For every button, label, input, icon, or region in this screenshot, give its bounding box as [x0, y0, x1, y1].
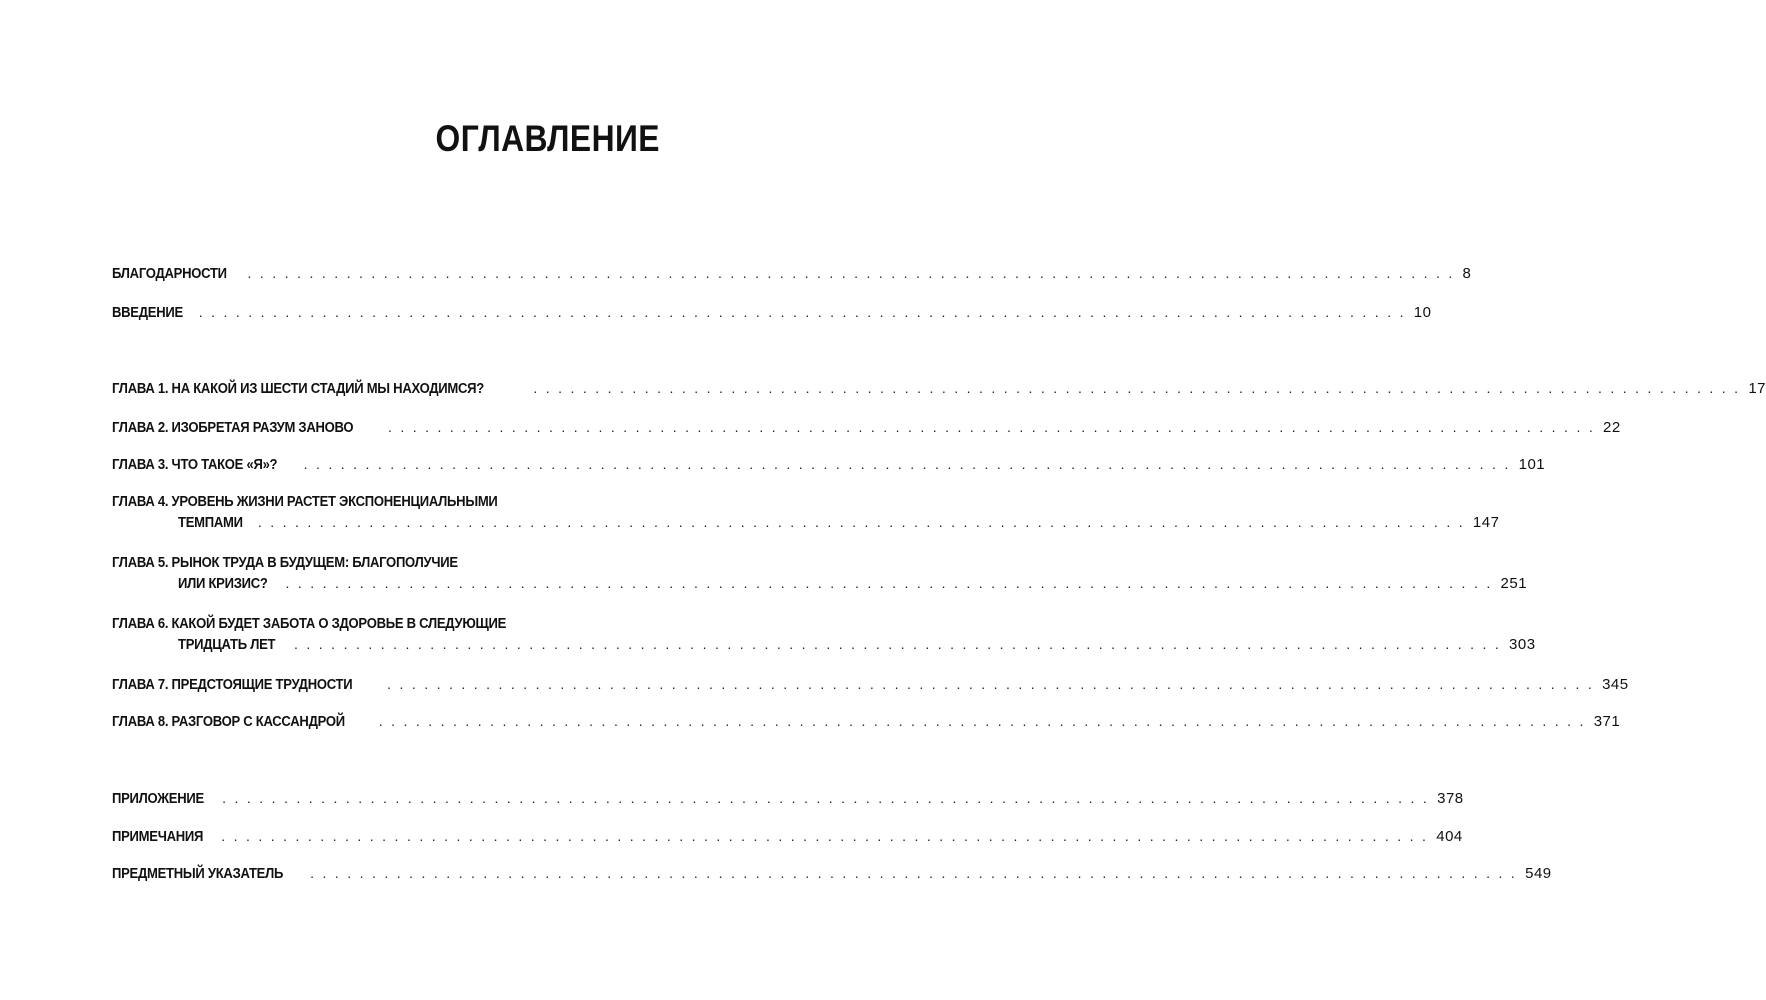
dot-leader: . . . . . . . . . . . . . . . . . . . . . . . . . . . . . . . . . . . . . . . . . . . . . . . . . . . . . . . . . . . . . . . . . . . . . . . . . . . . . . . . . . . . . . . . . . . . . . . . . .: [257, 514, 1465, 530]
toc-entry-label: ГЛАВА 7. ПРЕДСТОЯЩИЕ ТРУДНОСТИ: [112, 677, 353, 693]
dot-leader: . . . . . . . . . . . . . . . . . . . . . . . . . . . . . . . . . . . . . . . . . . . . . . . . . . . . . . . . . . . . . . . . . . . . . . . . . . . . . . . . . . . . . . . . . . . . . . . . . .: [378, 713, 1586, 729]
toc-entry-notes[interactable]: [112, 826, 1463, 846]
toc-entry-label: ГЛАВА 6. КАКОЙ БУДЕТ ЗАБОТА О ЗДОРОВЬЕ В СЛЕДУЮЩИЕ: [112, 616, 507, 632]
toc-entry-label-continued: ТЕМПАМИ: [178, 515, 243, 531]
toc-entry-chapter-7[interactable]: [112, 674, 1629, 694]
dot-leader: . . . . . . . . . . . . . . . . . . . . . . . . . . . . . . . . . . . . . . . . . . . . . . . . . . . . . . . . . . . . . . . . . . . . . . . . . . . . . . . . . . . . . . . . . . . . . . . . . .: [221, 828, 1429, 844]
toc-entry-chapter-8[interactable]: [112, 711, 1621, 731]
toc-entry-label: ГЛАВА 8. РАЗГОВОР С КАССАНДРОЙ: [112, 714, 345, 730]
dot-leader: . . . . . . . . . . . . . . . . . . . . . . . . . . . . . . . . . . . . . . . . . . . . . . . . . . . . . . . . . . . . . . . . . . . . . . . . . . . . . . . . . . . . . . . . . . . . . . . . . .: [222, 790, 1430, 806]
page-title: ОГЛАВЛЕНИЕ: [435, 118, 660, 159]
toc-page-number: 371: [1593, 713, 1621, 730]
toc-entry-chapter-3[interactable]: [112, 454, 1546, 474]
toc-page-number: 251: [1500, 575, 1528, 592]
toc-page-number: 17: [1748, 380, 1766, 397]
toc-entry-acknowledgements[interactable]: [112, 263, 1472, 283]
toc-page-number: 303: [1509, 636, 1536, 653]
toc-entry-label-continued: ТРИДЦАТЬ ЛЕТ: [178, 637, 276, 653]
toc-entry-label: ГЛАВА 4. УРОВЕНЬ ЖИЗНИ РАСТЕТ ЭКСПОНЕНЦИАЛЬНЫМИ: [112, 494, 498, 510]
toc-entry-label: БЛАГОДАРНОСТИ: [112, 266, 227, 282]
toc-page-number: 22: [1603, 419, 1621, 436]
toc-page-number: 345: [1602, 676, 1629, 693]
toc-entry-label: ВВЕДЕНИЕ: [112, 305, 183, 321]
toc-entry-chapter-2[interactable]: [112, 417, 1621, 437]
toc-entry-chapter-1[interactable]: [112, 378, 1766, 398]
toc-page-number: 8: [1462, 265, 1472, 282]
toc-entry-label: ГЛАВА 5. РЫНОК ТРУДА В БУДУЩЕМ: БЛАГОПОЛУЧИЕ: [112, 555, 458, 571]
toc-entry-label-continued: ИЛИ КРИЗИС?: [178, 576, 268, 592]
toc-entry-chapter-6[interactable]: [112, 614, 1536, 654]
toc-page-number: 147: [1472, 514, 1500, 531]
toc-entry-label: ПРЕДМЕТНЫЙ УКАЗАТЕЛЬ: [112, 866, 284, 882]
dot-leader: . . . . . . . . . . . . . . . . . . . . . . . . . . . . . . . . . . . . . . . . . . . . . . . . . . . . . . . . . . . . . . . . . . . . . . . . . . . . . . . . . . . . . . . . . . . . . . . . . .: [303, 456, 1511, 472]
toc-entry-chapter-4[interactable]: [112, 492, 1500, 532]
toc-entry-introduction[interactable]: [112, 302, 1432, 322]
dot-leader: . . . . . . . . . . . . . . . . . . . . . . . . . . . . . . . . . . . . . . . . . . . . . . . . . . . . . . . . . . . . . . . . . . . . . . . . . . . . . . . . . . . . . . . . . . . . . . . . . .: [198, 304, 1406, 320]
toc-entry-label: ПРИЛОЖЕНИЕ: [112, 791, 204, 807]
dot-leader: . . . . . . . . . . . . . . . . . . . . . . . . . . . . . . . . . . . . . . . . . . . . . . . . . . . . . . . . . . . . . . . . . . . . . . . . . . . . . . . . . . . . . . . . . . . . . . . . . .: [285, 575, 1493, 591]
toc-entry-index[interactable]: [112, 863, 1552, 883]
toc-entry-label: ГЛАВА 3. ЧТО ТАКОЕ «Я»?: [112, 457, 278, 473]
toc-entry-appendix[interactable]: [112, 788, 1464, 808]
toc-page-number: 101: [1518, 456, 1546, 473]
toc-page-number: 549: [1525, 865, 1552, 882]
toc-page-number: 404: [1436, 828, 1463, 845]
toc-entry-label: ГЛАВА 2. ИЗОБРЕТАЯ РАЗУМ ЗАНОВО: [112, 420, 354, 436]
dot-leader: . . . . . . . . . . . . . . . . . . . . . . . . . . . . . . . . . . . . . . . . . . . . . . . . . . . . . . . . . . . . . . . . . . . . . . . . . . . . . . . . . . . . . . . . . . . . . . . . . .: [294, 636, 1502, 652]
toc-entry-label: ГЛАВА 1. НА КАКОЙ ИЗ ШЕСТИ СТАДИЙ МЫ НАХОДИМСЯ?: [112, 381, 484, 397]
dot-leader: . . . . . . . . . . . . . . . . . . . . . . . . . . . . . . . . . . . . . . . . . . . . . . . . . . . . . . . . . . . . . . . . . . . . . . . . . . . . . . . . . . . . . . . . . . . . . . . . . .: [533, 380, 1741, 396]
table-of-contents: [112, 0, 1766, 1000]
dot-leader: . . . . . . . . . . . . . . . . . . . . . . . . . . . . . . . . . . . . . . . . . . . . . . . . . . . . . . . . . . . . . . . . . . . . . . . . . . . . . . . . . . . . . . . . . . . . . . . . . .: [247, 265, 1455, 281]
toc-entry-chapter-5[interactable]: [112, 553, 1528, 593]
dot-leader: . . . . . . . . . . . . . . . . . . . . . . . . . . . . . . . . . . . . . . . . . . . . . . . . . . . . . . . . . . . . . . . . . . . . . . . . . . . . . . . . . . . . . . . . . . . . . . . . . .: [388, 419, 1596, 435]
dot-leader: . . . . . . . . . . . . . . . . . . . . . . . . . . . . . . . . . . . . . . . . . . . . . . . . . . . . . . . . . . . . . . . . . . . . . . . . . . . . . . . . . . . . . . . . . . . . . . . . . .: [310, 865, 1518, 881]
dot-leader: . . . . . . . . . . . . . . . . . . . . . . . . . . . . . . . . . . . . . . . . . . . . . . . . . . . . . . . . . . . . . . . . . . . . . . . . . . . . . . . . . . . . . . . . . . . . . . . . . .: [387, 676, 1595, 692]
toc-page-number: 10: [1413, 304, 1432, 321]
toc-page-number: 378: [1437, 790, 1464, 807]
toc-entry-label: ПРИМЕЧАНИЯ: [112, 829, 204, 845]
